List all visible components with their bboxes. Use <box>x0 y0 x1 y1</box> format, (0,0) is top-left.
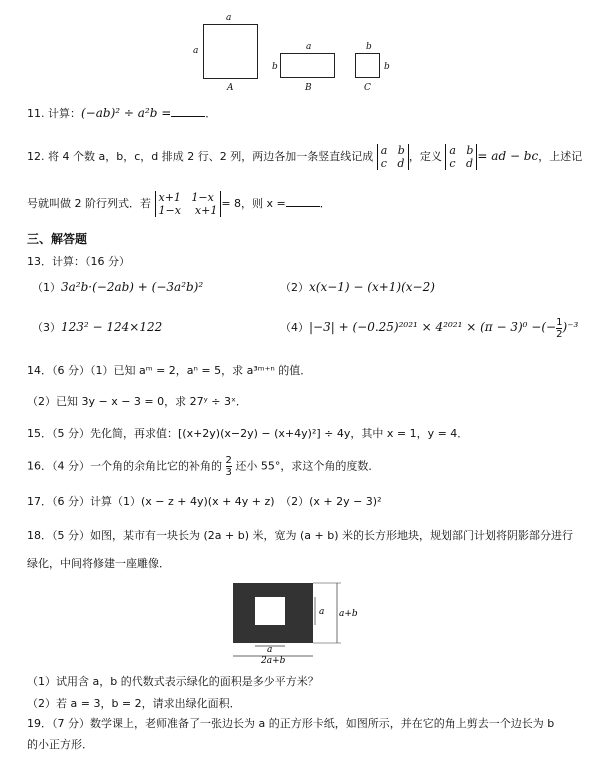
q18-label-ab-right: a+b <box>339 609 358 619</box>
q13-head: 13．计算：（16 分） <box>27 255 130 268</box>
q18-sub2: （2）若 a = 3，b = 2，请求出绿化面积． <box>27 697 241 710</box>
q18-sub1: （1）试用含 a，b 的代数式表示绿化的面积是多少平方米？ <box>27 675 319 688</box>
fig-b-left-label: b <box>272 62 278 72</box>
q13-p4-frac-den: 2 <box>556 328 563 340</box>
q18-line2: 绿化，中间将修建一座雕像． <box>27 557 170 570</box>
q18-figure <box>225 580 365 664</box>
fig-c-caption: C <box>364 83 371 93</box>
q11-text: 计算： <box>48 107 81 120</box>
q12-det-def-row1: a b <box>449 144 474 157</box>
q12-answer-blank[interactable] <box>286 196 320 207</box>
q12-det-row1: a b <box>380 144 405 157</box>
q13-p4-paren-close: )⁻³ <box>562 320 579 334</box>
q12-mid: ，定义 <box>408 150 442 163</box>
q19-line2: 的小正方形． <box>27 738 93 751</box>
q11-answer-blank[interactable] <box>171 106 205 117</box>
q16-post: 还小 55°，求这个角的度数． <box>235 459 380 473</box>
q13-p2-label: （2） <box>280 281 309 294</box>
square-a <box>203 24 258 79</box>
question-12-line1 <box>27 141 582 172</box>
fig-a-left-label: a <box>193 46 199 56</box>
question-12-line2 <box>27 189 331 219</box>
q12-det-row2: c d <box>380 157 405 170</box>
q13-part2 <box>280 280 435 295</box>
q13-part4 <box>280 316 578 340</box>
q13-p4-frac-num: 1 <box>556 316 563 328</box>
section-3-title: 三、解答题 <box>27 232 88 246</box>
q12-period: ． <box>319 197 331 210</box>
q12-tail: ，上述记 <box>538 150 583 163</box>
q13-p4-label: （4） <box>280 321 309 334</box>
fig-b-top-label: a <box>306 42 312 52</box>
q12-det-x-row2: 1−x x+1 <box>158 204 218 217</box>
q13-p3-expr: 123² − 124×122 <box>61 320 163 334</box>
fig-a-caption: A <box>227 83 234 93</box>
q12-determinant-def <box>445 144 477 170</box>
question-11: 11. 计算：(−ab)² ÷ a²b = ． <box>27 106 217 120</box>
rectangle-b <box>280 53 335 78</box>
q13-part3 <box>32 320 162 335</box>
q13-p3-label: （3） <box>32 321 61 334</box>
q16-pre: 16．（4 分）一个角的余角比它的补角的 <box>27 459 222 473</box>
q12-det-def-row2: c d <box>449 157 474 170</box>
q13-p1-expr: 3a²b·(−2ab) + (−3a²b)² <box>61 280 204 294</box>
q16-frac-num: 2 <box>225 455 232 466</box>
square-b <box>355 53 380 78</box>
q18-statue-square <box>255 597 285 625</box>
q16-fraction <box>226 455 232 478</box>
q14-line1: 14．（6 分）（1）已知 aᵐ = 2，aⁿ = 5，求 a³ᵐ⁺ⁿ 的值． <box>27 364 312 377</box>
q17-line: 17．（6 分）计算（1）(x − z + 4y)(x + 4y + z) （2）(x + 2y − 3)² <box>27 495 382 508</box>
q16-frac-den: 3 <box>225 467 232 478</box>
q15-line: 15．（5 分）先化简，再求值：[(x+2y)(x−2y) − (x+4y)²] ÷ 4y，其中 x = 1，y = 4． <box>27 427 469 440</box>
q18-label-2ab-bottom: 2a+b <box>261 656 286 664</box>
q12-number: 12. <box>27 150 45 163</box>
q18-label-a-right: a <box>319 607 325 617</box>
q13-part1 <box>32 280 203 295</box>
q12-line1: 将 4 个数 a，b，c，d 排成 2 行、2 列，两边各加一条竖直线记成 <box>48 150 374 163</box>
q13-p4-expr: |−3| + (−0.25)²⁰²¹ × 4²⁰²¹ × (π − 3)⁰ − <box>309 320 542 334</box>
q13-p2-expr: x(x−1) − (x+1)(x−2) <box>309 280 435 294</box>
fig-c-right-label: b <box>384 62 390 72</box>
q12-determinant <box>377 144 409 170</box>
q18-label-a-bottom: a <box>267 645 273 655</box>
q14-line2: （2）已知 3y − x − 3 = 0，求 27ʸ ÷ 3ˣ． <box>27 395 247 408</box>
q12-det-x-row1: x+1 1−x <box>158 191 214 204</box>
q12-determinant-x <box>155 191 222 217</box>
fig-a-top-label: a <box>226 13 232 23</box>
q13-p1-label: （1） <box>32 281 61 294</box>
q18-line1: 18．（5 分）如图，某市有一块长为 (2a + b) 米，宽为 (a + b) 米的长方形地块，规划部门计划将阴影部分进行 <box>27 529 574 542</box>
q19-line1: 19．（7 分）数学课上，老师准备了一张边长为 a 的正方形卡纸，如图所示，并在它的角上剪去一个边长为 b <box>27 717 555 730</box>
q12-line2-pre: 号就叫做 2 阶行列式．若 <box>27 197 151 210</box>
q12-line2-mid: = 8，则 x = <box>221 197 286 210</box>
question-16 <box>27 455 379 478</box>
q12-rhs: = ad − bc <box>477 149 539 163</box>
fig-b-caption: B <box>305 83 312 93</box>
q11-expr: (−ab)² ÷ a²b = <box>81 106 172 120</box>
q13-p4-paren-open: (− <box>541 320 557 334</box>
fig-c-top-label: b <box>366 42 372 52</box>
q11-number: 11. <box>27 107 45 120</box>
